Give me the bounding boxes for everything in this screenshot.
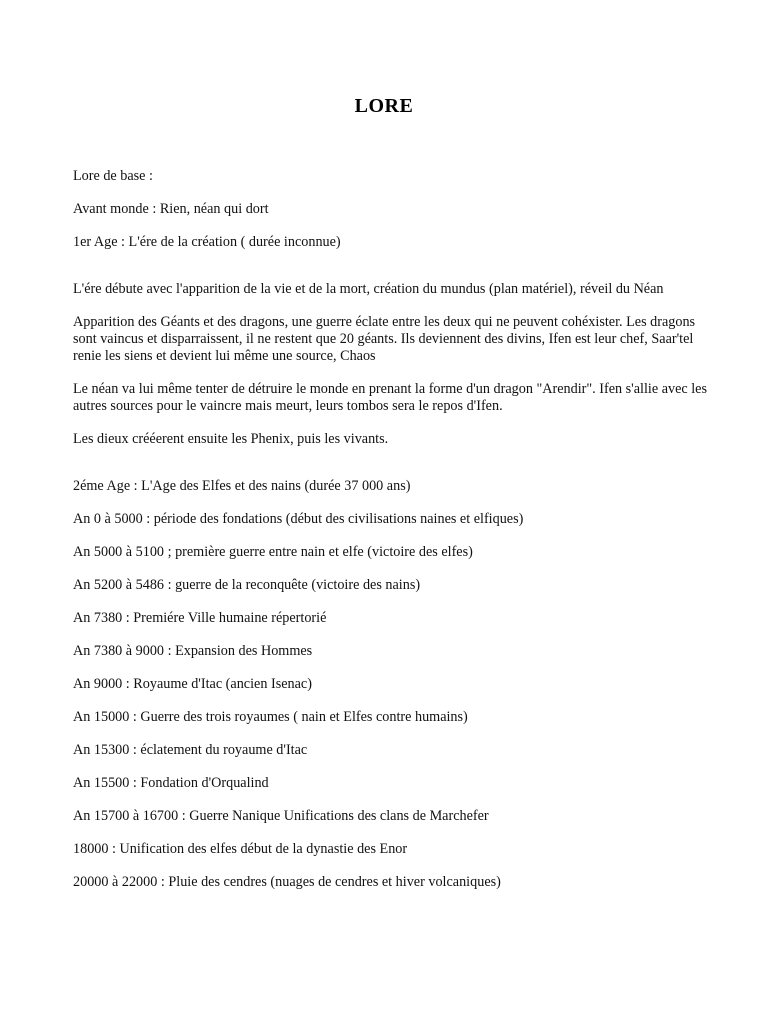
timeline-entry: An 15700 à 16700 : Guerre Nanique Unifications des clans de Marchefer [73, 808, 489, 824]
paragraph-giants-and-dragons: Apparition des Géants et des dragons, une guerre éclate entre les deux qui ne peuvent cohéxister. Les dragons sont vaincus et disparraissent, il ne restent que 20 géants. Ils deviennent des divins, Ifen est leur chef, Saar'tel renie les siens et devient lui même une source, Chaos [73, 314, 696, 364]
paragraph-phenix: Les dieux crééerent ensuite les Phenix, puis les vivants. [73, 431, 389, 447]
paragraph-avant-monde: Avant monde : Rien, néan qui dort [73, 201, 269, 217]
timeline-entry: An 15300 : éclatement du royaume d'Itac [73, 742, 308, 758]
timeline-entry: An 7380 : Premiére Ville humaine répertorié [73, 610, 327, 626]
paragraph-first-age-beginning: L'ére débute avec l'apparition de la vie et de la mort, création du mundus (plan matériel), réveil du Néan [73, 281, 664, 297]
paragraph-nean-dragon: Le néan va lui même tenter de détruire le monde en prenant la forme d'un dragon "Arendir". Ifen s'allie avec les autres sources pour le vaincre mais meurt, leurs tombos sera le repos d'Ifen. [73, 381, 707, 414]
timeline-entry: An 5000 à 5100 ; première guerre entre nain et elfe (victoire des elfes) [73, 544, 473, 560]
timeline-entry: An 5200 à 5486 : guerre de la reconquête (victoire des nains) [73, 577, 421, 593]
timeline-entry: An 9000 : Royaume d'Itac (ancien Isenac) [73, 676, 312, 692]
heading-second-age: 2éme Age : L'Age des Elfes et des nains (durée 37 000 ans) [73, 478, 411, 494]
heading-first-age: 1er Age : L'ére de la création ( durée inconnue) [73, 234, 341, 250]
timeline-entry: An 0 à 5000 : période des fondations (début des civilisations naines et elfiques) [73, 511, 524, 527]
timeline-entry: An 15000 : Guerre des trois royaumes ( nain et Elfes contre humains) [73, 709, 468, 725]
timeline-entry: An 7380 à 9000 : Expansion des Hommes [73, 643, 313, 659]
paragraph-lore-base: Lore de base : [73, 168, 153, 184]
timeline-entry: An 15500 : Fondation d'Orqualind [73, 775, 269, 791]
document-body [73, 168, 713, 891]
timeline-entry: 18000 : Unification des elfes début de la dynastie des Enor [73, 841, 408, 857]
document-title: LORE [354, 95, 414, 117]
timeline-entry: 20000 à 22000 : Pluie des cendres (nuages de cendres et hiver volcaniques) [73, 874, 501, 890]
